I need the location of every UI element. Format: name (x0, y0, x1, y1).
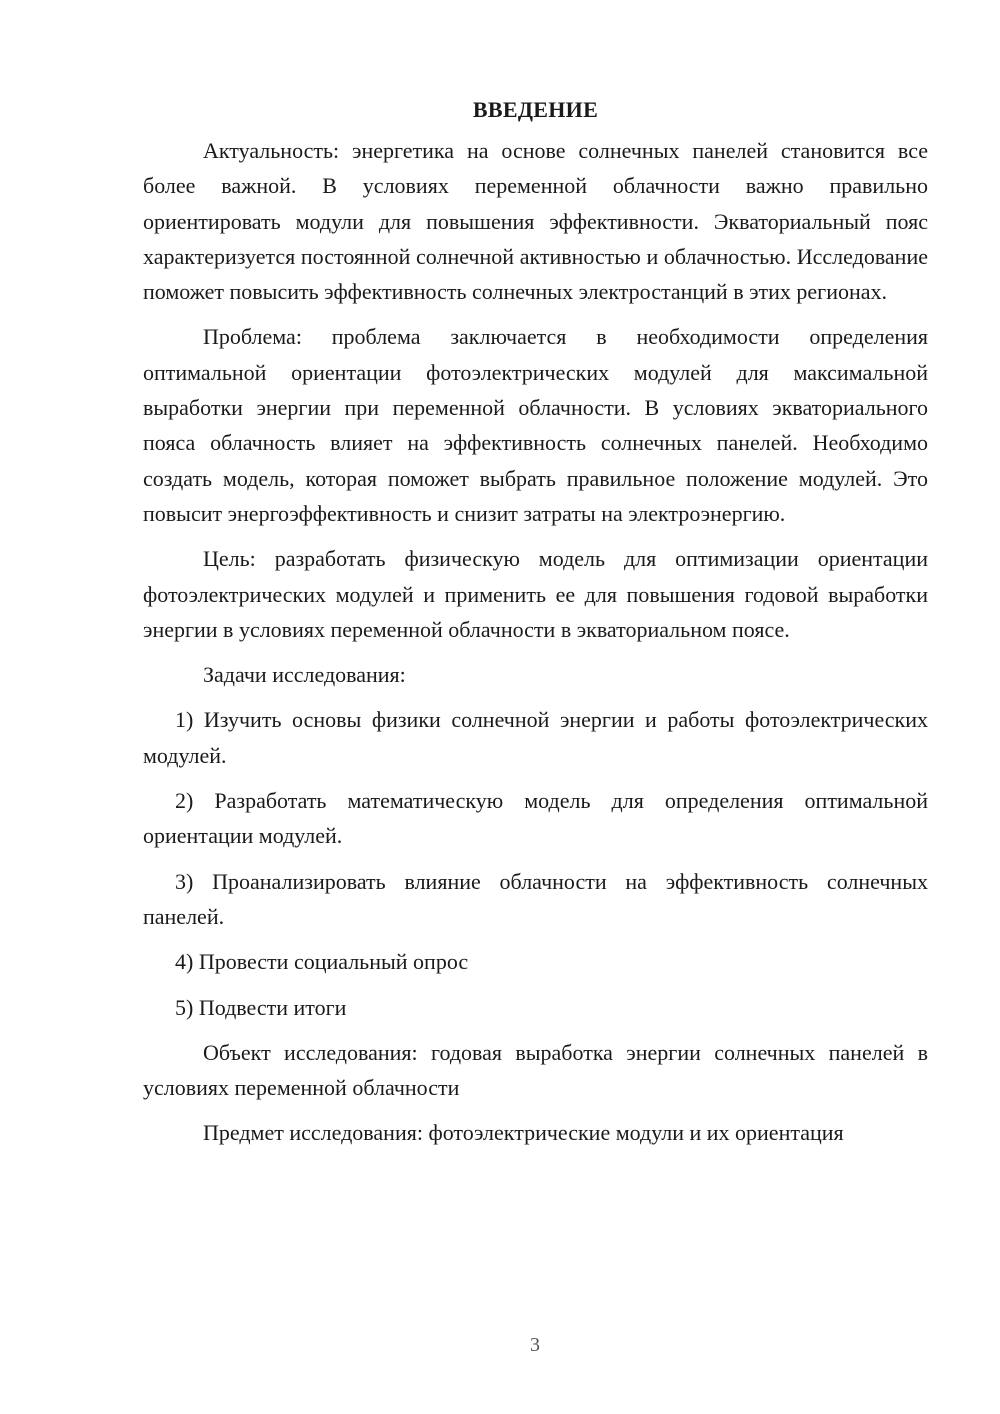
paragraph-object: Объект исследования: годовая выработка энергии солнечных панелей в условиях переменной облачности (143, 1039, 928, 1101)
tasks-list (143, 702, 928, 1024)
tasks-label: Задачи исследования: (203, 662, 406, 688)
list-item: 2) Разработать математическую модель для определения оптимальной ориентации модулей. (143, 788, 928, 849)
page-content (143, 96, 928, 1161)
paragraph-goal: Цель: разработать физическую модель для оптимизации ориентации фотоэлектрических модулей и применить ее для повышения годовой выработки энергии в условиях переменной облачности в экваториальном поясе. (143, 546, 928, 642)
paragraph-problem: Проблема: проблема заключается в необходимости определения оптимальной ориентации фотоэлектрических модулей для максимальной выработки энергии при переменной облачности. В условиях экваториального пояса облачность влияет на эффективность солнечных панелей. Необходимо создать модель, которая поможет выбрать правильное положение модулей. Это повысит энергоэффективность и снизит затраты на электроэнергию. (143, 324, 928, 526)
list-item: 4) Провести социальный опрос (175, 949, 469, 975)
section-heading: ВВЕДЕНИЕ (472, 97, 599, 122)
list-item: 5) Подвести итоги (175, 994, 347, 1020)
paragraph-relevance: Актуальность: энергетика на основе солнечных панелей становится все более важной. В условиях переменной облачности важно правильно ориентировать модули для повышения эффективности. Экваториальный пояс характеризуется постоянной солнечной активностью и облачностью. Исследование поможет повысить эффективность солнечных электростанций в этих регионах. (143, 138, 928, 305)
paragraph-subject: Предмет исследования: фотоэлектрические модули и их ориентация (203, 1120, 844, 1146)
list-item: 3) Проанализировать влияние облачности на эффективность солнечных панелей. (143, 868, 928, 929)
list-item: 1) Изучить основы физики солнечной энергии и работы фотоэлектрических модулей. (143, 707, 928, 768)
page-number: 3 (530, 1334, 540, 1356)
